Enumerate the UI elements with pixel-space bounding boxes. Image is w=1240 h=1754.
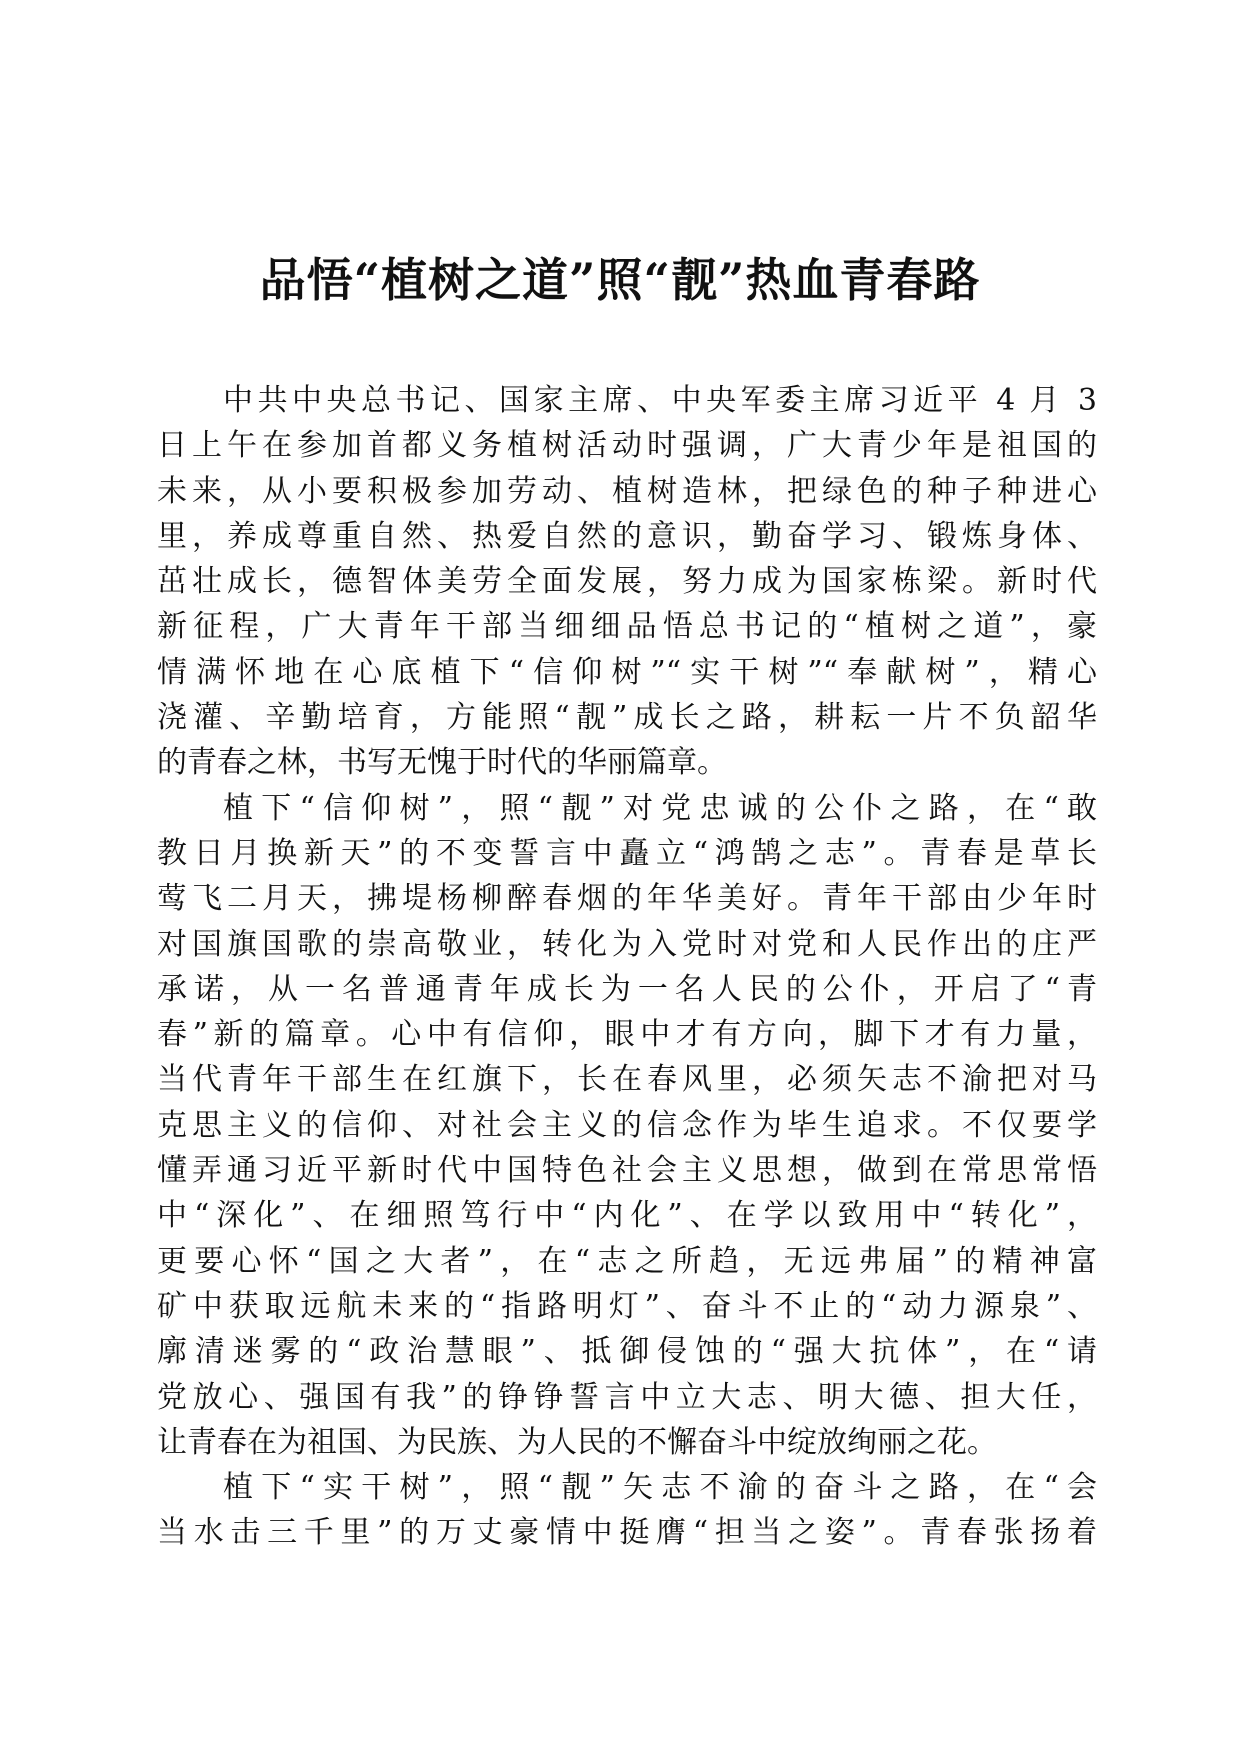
paragraph-1 xyxy=(157,378,1097,786)
text-line: 日上午在参加首都义务植树活动时强调，广大青少年是祖国的 xyxy=(157,428,1097,464)
text-line: 党放心、强国有我”的铮铮誓言中立大志、明大德、担大任， xyxy=(157,1379,1097,1415)
text-line: 当水击三千里”的万丈豪情中挺膺“担当之姿”。青春张扬着 xyxy=(157,1515,1097,1551)
text-line: 情满怀地在心底植下“信仰树”“实干树”“奉献树”，精心 xyxy=(157,654,1097,690)
text-line: 当代青年干部生在红旗下，长在春风里，必须矢志不渝把对马 xyxy=(157,1062,1097,1098)
text-line: 中共中央总书记、国家主席、中央军委主席习近平 4 月 3 xyxy=(223,383,1097,418)
text-line: 矿中获取远航未来的“指路明灯”、奋斗不止的“动力源泉”、 xyxy=(157,1288,1097,1324)
text-line: 克思主义的信仰、对社会主义的信念作为毕生追求。不仅要学 xyxy=(157,1107,1097,1143)
text-line: 廓清迷雾的“政治慧眼”、抵御侵蚀的“强大抗体”，在“请 xyxy=(157,1334,1097,1370)
text-line: 让青春在为祖国、为民族、为人民的不懈奋斗中绽放绚丽之花。 xyxy=(157,1424,997,1460)
text-line: 莺飞二月天，拂堤杨柳醉春烟的年华美好。青年干部由少年时 xyxy=(157,881,1097,917)
paragraph-3 xyxy=(157,1465,1097,1556)
text-line: 教日月换新天”的不变誓言中矗立“鸿鹄之志”。青春是草长 xyxy=(157,835,1097,871)
text-line: 未来，从小要积极参加劳动、植树造林，把绿色的种子种进心 xyxy=(157,473,1097,509)
text-line: 浇灌、辛勤培育，方能照“靓”成长之路，耕耘一片不负韶华 xyxy=(157,700,1097,736)
text-line: 懂弄通习近平新时代中国特色社会主义思想，做到在常思常悟 xyxy=(157,1153,1097,1189)
paragraph-2 xyxy=(157,786,1097,1465)
document-body xyxy=(157,378,1097,1556)
text-line: 承诺，从一名普通青年成长为一名人民的公仆，开启了“青 xyxy=(157,971,1097,1007)
text-line: 中“深化”、在细照笃行中“内化”、在学以致用中“转化”， xyxy=(157,1198,1097,1234)
document-title: 品悟“植树之道”照“靓”热血青春路 xyxy=(259,253,981,307)
text-line: 更要心怀“国之大者”，在“志之所趋，无远弗届”的精神富 xyxy=(157,1243,1097,1279)
text-line: 春”新的篇章。心中有信仰，眼中才有方向，脚下才有力量， xyxy=(157,1017,1097,1053)
text-line: 对国旗国歌的崇高敬业，转化为入党时对党和人民作出的庄严 xyxy=(157,926,1097,962)
text-line: 里，养成尊重自然、热爱自然的意识，勤奋学习、锻炼身体、 xyxy=(157,518,1097,554)
text-line: 植下“实干树”，照“靓”矢志不渝的奋斗之路，在“会 xyxy=(223,1470,1097,1506)
text-line: 植下“信仰树”，照“靓”对党忠诚的公仆之路，在“敢 xyxy=(223,790,1097,826)
text-line: 茁壮成长，德智体美劳全面发展，努力成为国家栋梁。新时代 xyxy=(157,564,1097,600)
text-line: 的青春之林，书写无愧于时代的华丽篇章。 xyxy=(157,745,727,781)
text-line: 新征程，广大青年干部当细细品悟总书记的“植树之道”，豪 xyxy=(157,609,1097,645)
